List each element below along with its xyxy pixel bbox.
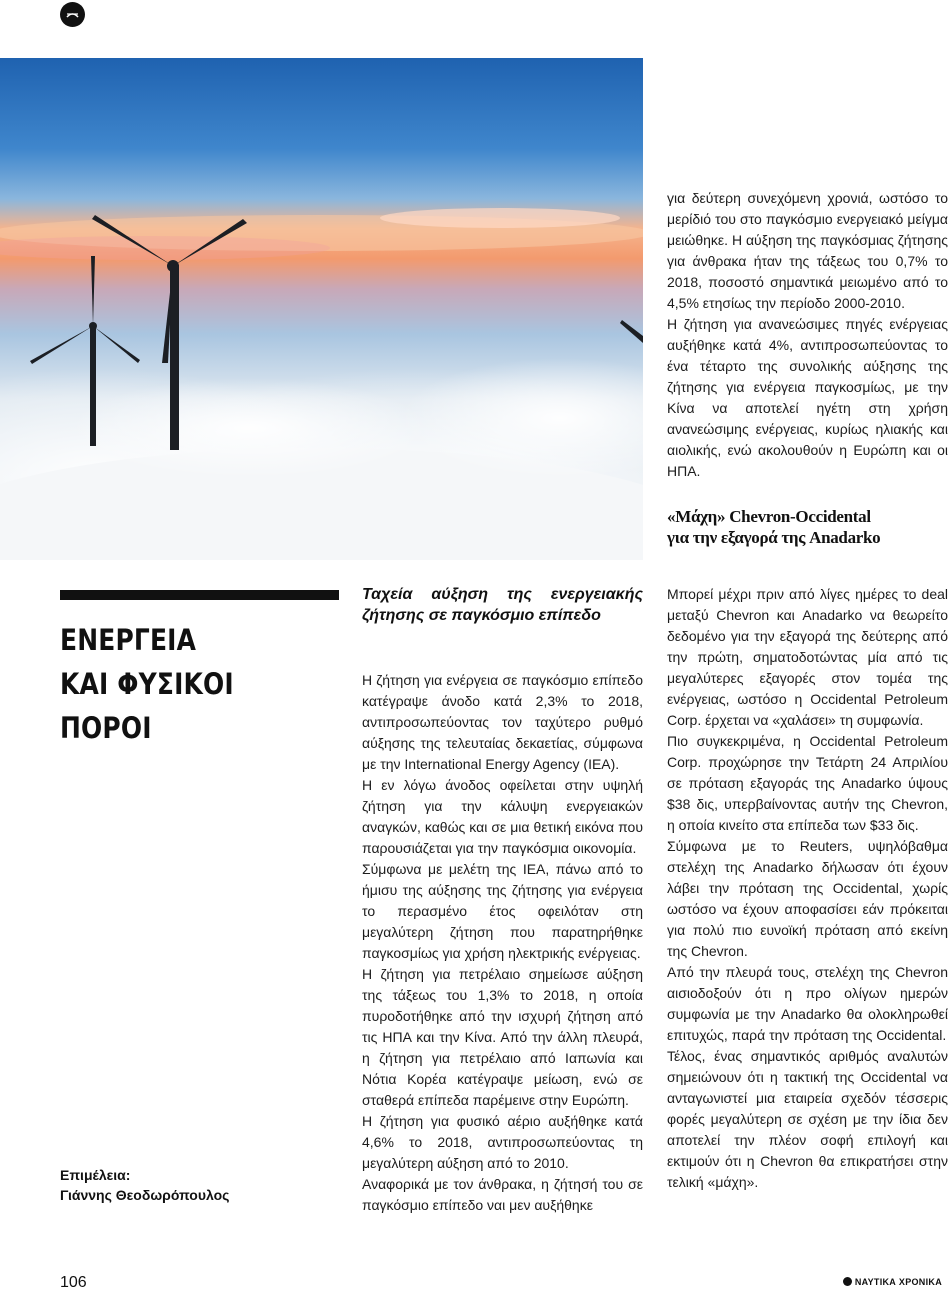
article2-heading: [667, 506, 948, 548]
article2-paragraph: Σύμφωνα με το Reuters, υψηλόβαθμα στελέχη της Anadarko δήλωσαν ότι έχουν λάβει την πρόταση της Occidental, χωρίς ωστόσο να έχουν αποφασίσει εάν πρόκειται για πολύ πιο ευνοϊκή πρόταση από εκείνη της Chevron.: [667, 838, 948, 959]
article1-paragraph: Αναφορικά με τον άνθρακα, η ζήτησή του σε παγκόσμιο επίπεδο ναι μεν αυξήθηκε: [362, 1176, 643, 1213]
article1-continuation-column: [667, 188, 948, 548]
section-divider-bar: [60, 590, 339, 600]
article2-paragraph: Πιο συγκεκριμένα, η Occidental Petroleum Corp. προχώρησε την Τετάρτη 24 Απριλίου σε πρόταση εξαγοράς της Anadarko ύψους $38 δις, υπερβαίνοντας αυτήν της Chevron, η οποία κινείτο στα επίπεδα των $33 δις.: [667, 733, 948, 833]
article2-heading-line2: για την εξαγορά της Anadarko: [667, 528, 881, 547]
article1-paragraph: Η εν λόγω άνοδος οφείλεται στην υψηλή ζήτηση για την κάλυψη ενεργειακών αναγκών, καθώς και σε μια θετική εικόνα που παρουσιάζεται για την παγκόσμια οικονομία.: [362, 777, 643, 856]
publication-logo-icon: [843, 1277, 852, 1286]
article1-paragraph: Η ζήτηση για ενέργεια σε παγκόσμιο επίπεδο κατέγραψε άνοδο κατά 2,3% το 2018, αντιπροσωπεύοντας τον ταχύτερο ρυθμό αύξησης της τελευταίας δεκαετίας, σύμφωνα με την International Energy Agency (IEA).: [362, 672, 643, 772]
magazine-logo-icon: [60, 2, 85, 27]
article1-paragraph: Σύμφωνα με μελέτη της IEA, πάνω από το ήμισυ της αύξησης της ζήτησης για ενέργεια το περασμένο έτος οφειλόταν στη μεγαλύτερη ζήτηση που παρατηρήθηκε παγκοσμίως για χρήση ηλεκτρικής ενέργειας.: [362, 861, 643, 961]
article1-column: [362, 584, 643, 1216]
section-title-line2: ΚΑΙ ΦΥΣΙΚΟΙ ΠΟΡΟΙ: [60, 667, 234, 745]
article2-paragraph: Μπορεί μέχρι πριν από λίγες ημέρες το deal μεταξύ Chevron και Anadarko να θεωρείτο δεδομένο για την εξαγορά της δεύτερης από την πρώτη, σηματοδοτώντας μία από τις μεγαλύτερες εξαγορές στον τομέα της ενέργειας, ωστόσο η Occidental Petroleum Corp. έρχεται να «χαλάσει» τη συμφωνία.: [667, 586, 948, 728]
article1-paragraph: Η ζήτηση για φυσικό αέριο αυξήθηκε κατά 4,6% το 2018, αντιπροσωπεύοντας τη μεγαλύτερη αύξηση από το 2010.: [362, 1113, 643, 1171]
article2-paragraph: Από την πλευρά τους, στελέχη της Chevron αισιοδοξούν ότι η προ ολίγων ημερών συμφωνία με την Anadarko θα ολοκληρωθεί επιτυχώς, παρά την πρόταση της Occidental.: [667, 964, 948, 1043]
article2-heading-line1: «Μάχη» Chevron-Occidental: [667, 507, 871, 526]
article1-heading: Ταχεία αύξηση της ενεργειακής ζήτησης σε παγκόσμιο επίπεδο: [362, 586, 643, 624]
credits-label: Επιμέλεια:: [60, 1167, 131, 1183]
section-title: [60, 618, 309, 750]
publication-name: [843, 1277, 942, 1287]
article2-paragraph: Τέλος, ένας σημαντικός αριθμός αναλυτών σημειώνουν ότι η τακτική της Occidental να ανταγωνιστεί μια εταιρεία σχεδόν τέσσερις φορές μεγαλύτερη σε σχέση με την ίδια δεν αποτελεί την πλέον σοφή επιλογή και εκτιμούν ότι η Chevron θα επικρατήσει στην τελική «μάχη».: [667, 1048, 948, 1190]
article1-continuation-paragraph: για δεύτερη συνεχόμενη χρονιά, ωστόσο το μερίδιό του στο παγκόσμιο ενεργειακό μείγμα μειώθηκε. Η αύξηση της παγκόσμιας ζήτησης για άνθρακα ήταν της τάξεως του 0,7% το 2018, ποσοστό σημαντικά μειωμένο από το 4,5% ετησίως την περίοδο 2000-2010.: [667, 190, 948, 311]
page-number: 106: [60, 1274, 87, 1291]
hero-image: [0, 58, 643, 560]
section-title-line1: ΕΝΕΡΓΕΙΑ: [60, 623, 197, 657]
credits-author: Γιάννης Θεοδωρόπουλος: [60, 1187, 230, 1203]
publication-name-text: ΝΑΥΤΙΚΑ ΧΡΟΝΙΚΑ: [854, 1277, 942, 1287]
article2-column: [667, 584, 948, 1193]
article1-paragraph: Η ζήτηση για πετρέλαιο σημείωσε αύξηση της τάξεως του 1,3% το 2018, η οποία πυροδοτήθηκε από την ισχυρή ζήτηση από τις ΗΠΑ και την Κίνα. Από την άλλη πλευρά, η ζήτηση για πετρέλαιο από Ιαπωνία και Νότια Κορέα κατέγραψε μείωση, ενώ σε σταθερά επίπεδα παρέμεινε στην Ευρώπη.: [362, 966, 643, 1108]
article1-body: [362, 670, 643, 1216]
credits: [60, 1165, 229, 1205]
article1-continuation-paragraph: Η ζήτηση για ανανεώσιμες πηγές ενέργειας αυξήθηκε κατά 4%, αντιπροσωπεύοντας το ένα τέταρτο της συνολικής αύξησης της ζήτησης για ενέργεια παγκοσμίως, με την Κίνα να αποτελεί ηγέτη στη χρήση ανανεώσιμης ενέργειας, κυρίως ηλιακής και αιολικής, ενώ ακολουθούν η Ευρώπη και οι ΗΠΑ.: [667, 316, 948, 479]
